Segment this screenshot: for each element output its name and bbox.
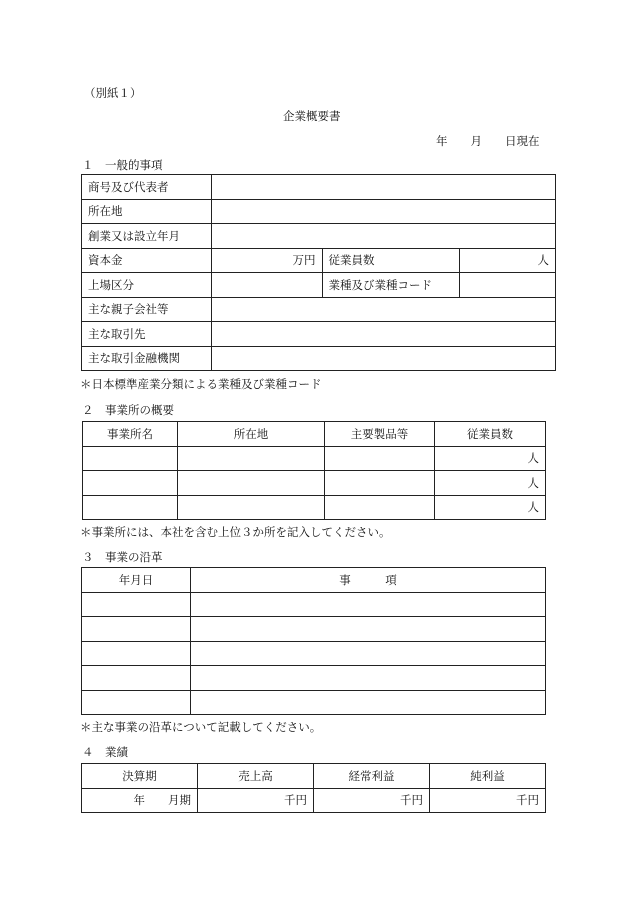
net-profit-header: 純利益: [430, 764, 546, 789]
table-row: [82, 346, 556, 371]
founded-field[interactable]: [211, 224, 555, 249]
history-event-cell[interactable]: [191, 592, 546, 617]
history-event-cell[interactable]: [191, 617, 546, 642]
offices-table: [82, 421, 546, 520]
sales-cell[interactable]: 千円: [198, 788, 314, 813]
table-row: [82, 641, 546, 666]
section3-note: ＊主な事業の沿革について記載してください。: [80, 720, 322, 734]
attachment-label: （別紙１）: [84, 86, 142, 100]
table-row: [82, 322, 556, 347]
listing-field[interactable]: [211, 273, 322, 298]
fiscal-period-header: 決算期: [82, 764, 198, 789]
office-name-cell[interactable]: [83, 495, 178, 520]
office-employees-cell[interactable]: 人: [435, 495, 546, 520]
office-name-cell[interactable]: [83, 471, 178, 496]
history-date-cell[interactable]: [82, 641, 191, 666]
office-address-cell[interactable]: [178, 471, 325, 496]
main-products-cell[interactable]: [325, 446, 435, 471]
table-row: [82, 224, 556, 249]
section3-heading: ３ 事業の沿革: [82, 550, 163, 564]
history-event-cell[interactable]: [191, 690, 546, 715]
document-title: 企業概要書: [283, 109, 341, 123]
history-date-cell[interactable]: [82, 592, 191, 617]
office-name-cell[interactable]: [83, 446, 178, 471]
history-event-cell[interactable]: [191, 666, 546, 691]
office-employees-header: 従業員数: [435, 422, 546, 447]
table-row: [83, 471, 546, 496]
date-line: 年 月 日現在: [436, 134, 540, 148]
history-event-header: 事 項: [191, 568, 546, 593]
employees-field[interactable]: 人: [459, 248, 555, 273]
table-header-row: [82, 764, 546, 789]
table-row: [82, 199, 556, 224]
section1-heading: １ 一般的事項: [82, 158, 163, 172]
history-event-cell[interactable]: [191, 641, 546, 666]
history-date-header: 年月日: [82, 568, 191, 593]
trade-name-label: 商号及び代表者: [82, 175, 212, 200]
capital-label: 資本金: [82, 248, 212, 273]
table-row: [82, 592, 546, 617]
ordinary-profit-header: 経常利益: [314, 764, 430, 789]
address-field[interactable]: [211, 199, 555, 224]
clients-label: 主な取引先: [82, 322, 212, 347]
listing-label: 上場区分: [82, 273, 212, 298]
table-row: [82, 175, 556, 200]
office-address-cell[interactable]: [178, 495, 325, 520]
table-row: [82, 617, 546, 642]
main-products-header: 主要製品等: [325, 422, 435, 447]
table-row: [83, 446, 546, 471]
capital-field[interactable]: 万円: [211, 248, 322, 273]
office-employees-cell[interactable]: 人: [435, 446, 546, 471]
address-label: 所在地: [82, 199, 212, 224]
table-row: [82, 248, 556, 273]
history-date-cell[interactable]: [82, 666, 191, 691]
net-profit-cell[interactable]: 千円: [430, 788, 546, 813]
employees-label: 従業員数: [322, 248, 459, 273]
table-header-row: [82, 568, 546, 593]
parent-subsidiary-field[interactable]: [211, 297, 555, 322]
main-products-cell[interactable]: [325, 471, 435, 496]
industry-code-field[interactable]: [459, 273, 555, 298]
banks-label: 主な取引金融機関: [82, 346, 212, 371]
parent-subsidiary-label: 主な親子会社等: [82, 297, 212, 322]
table-header-row: [83, 422, 546, 447]
history-date-cell[interactable]: [82, 690, 191, 715]
table-row: [82, 297, 556, 322]
general-info-table: [81, 174, 556, 371]
table-row: [83, 495, 546, 520]
office-address-cell[interactable]: [178, 446, 325, 471]
ordinary-profit-cell[interactable]: 千円: [314, 788, 430, 813]
performance-table: [81, 763, 546, 813]
table-row: [82, 273, 556, 298]
section2-note: ＊事業所には、本社を含む上位３か所を記入してください。: [80, 525, 391, 539]
table-row: [82, 788, 546, 813]
office-address-header: 所在地: [178, 422, 325, 447]
history-date-cell[interactable]: [82, 617, 191, 642]
sales-header: 売上高: [198, 764, 314, 789]
history-table: [81, 567, 546, 715]
industry-code-label: 業種及び業種コード: [322, 273, 459, 298]
banks-field[interactable]: [211, 346, 555, 371]
section1-note: ＊日本標準産業分類による業種及び業種コード: [80, 377, 322, 391]
office-employees-cell[interactable]: 人: [435, 471, 546, 496]
founded-label: 創業又は設立年月: [82, 224, 212, 249]
main-products-cell[interactable]: [325, 495, 435, 520]
table-row: [82, 690, 546, 715]
office-name-header: 事業所名: [83, 422, 178, 447]
trade-name-field[interactable]: [211, 175, 555, 200]
clients-field[interactable]: [211, 322, 555, 347]
section4-heading: ４ 業績: [82, 745, 128, 759]
section2-heading: ２ 事業所の概要: [82, 403, 174, 417]
fiscal-period-cell[interactable]: 年 月期: [82, 788, 198, 813]
table-row: [82, 666, 546, 691]
